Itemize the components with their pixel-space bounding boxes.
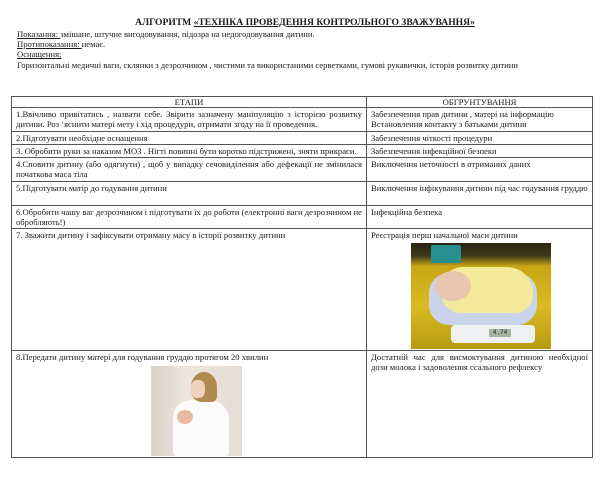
header-stages: ЕТАПИ [12,97,367,108]
container-shape [431,245,461,263]
step-cell: 6.Обробити чашу ваг дезрозчином і підготувати їх до роботи (електронні ваги дезрозчином не обробляють!) [12,205,367,229]
step-cell: 4.Сповити дитину (або одягнути) , щоб у випадку сечовиділення або дефекації не змінилася початкова маса тіла [12,158,367,182]
step-cell: 5.Підготувати матір до годування дитини [12,181,367,205]
table-row [12,229,593,350]
contraindications-label: Протипоказання: [17,39,82,50]
table-row [12,205,593,229]
table-row [12,158,593,182]
reason-cell: Забезпечення чіткості процедури [367,131,593,144]
contraindications-text: немає. [81,39,106,50]
reason-cell: Інфекційна безпека [367,205,593,229]
face-shape [191,380,205,398]
indications-label: Показання: [17,29,61,39]
robe-shape [173,400,229,456]
reason-cell: Виключення інфікування дитини під час годування груддю [367,181,593,205]
reason-cell [367,229,593,350]
reason-text-2: Встановлення контакту з батьками дитини [371,119,527,130]
baby-head-shape [435,271,471,301]
header-justification: ОБГРУНТУВАННЯ [367,97,593,108]
step-cell: 1.Ввічливо привітатись , назвати себе. Звірити зазначену маніпуляцію з історією розвитку дитини. Роз ‘яснити матері мету і хід процедури, отримати згоду на її проведення. [12,108,367,132]
title-main: «ТЕХНІКА ПРОВЕДЕННЯ КОНТРОЛЬНОГО ЗВАЖУВАННЯ» [193,17,475,28]
infant-shape [177,410,193,424]
step-cell: 7. Зважити дитину і зафіксувати отриману масу в історії розвитку дитини [12,229,367,350]
indications [17,29,593,39]
reason-text: Реєстрація перш начальної маси дитини [371,230,518,241]
contraindications [17,39,593,49]
document-header [17,10,593,70]
table-row [12,144,593,157]
table-row [12,131,593,144]
scale-display: 4.74 [489,329,511,337]
title-prefix: АЛГОРИТМ [135,17,194,28]
reason-text: Забезпечення прав дитини , матері на інформацію [371,109,554,119]
table-header-row [12,97,593,108]
table-row [12,350,593,457]
reason-cell [367,108,593,132]
equipment-text: Горизонтальні медичні ваги, склянки з дезрозчином , чистими та використаними серветками, гумові рукавички, історія розвитку дитини [17,59,518,70]
algorithm-table [11,96,593,458]
equipment-label-line [17,49,593,59]
reason-cell: Достатній час для висмоктування дитиною необхідної дози молока і задоволення ссального рефлексу [367,350,593,457]
table-row [12,181,593,205]
reason-cell: Виключення неточності в отриманих даних [367,158,593,182]
step-cell: 2.Підготувати необхідне оснащення [12,131,367,144]
step-cell [12,350,367,457]
equipment-label: Оснащення: [17,49,62,60]
step-text: 8.Передати дитину матері для годування груддю протягом 20 хвилин [16,351,269,362]
indications-text: змішане, штучне вигодовування, підозра на недогодовування дитини. [60,29,315,39]
breastfeeding-mother-photo [151,366,242,456]
baby-on-scale-photo [411,243,551,349]
reason-cell: Забезпечення інфекційної безпеки [367,144,593,157]
step-cell: 3. Обробити руки за наказом МОЗ . Нігті повинні бути коротко підстрижені, зняти прикраси. [12,144,367,157]
page-title [17,17,593,29]
table-row [12,108,593,132]
